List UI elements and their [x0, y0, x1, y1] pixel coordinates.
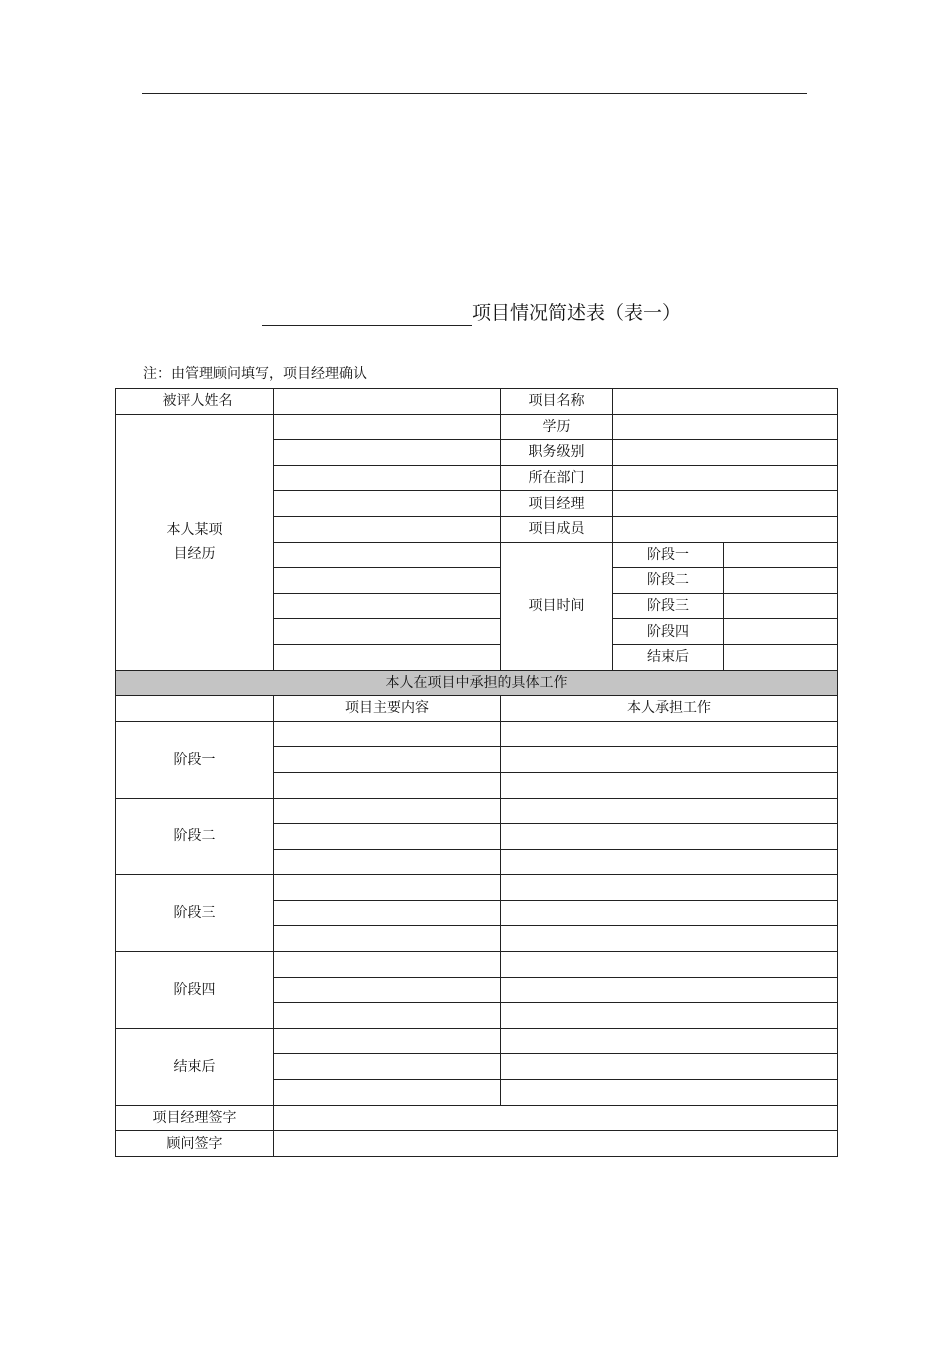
content-field[interactable] [274, 824, 501, 850]
work-phase-label: 阶段二 [116, 798, 274, 875]
history-field[interactable] [274, 516, 501, 542]
content-field[interactable] [274, 952, 501, 978]
work-field[interactable] [501, 926, 838, 952]
content-field[interactable] [274, 721, 501, 747]
work-field[interactable] [501, 875, 838, 901]
project-members-label: 项目成员 [501, 516, 613, 542]
work-phase-label: 阶段一 [116, 721, 274, 798]
work-field[interactable] [501, 900, 838, 926]
content-field[interactable] [274, 900, 501, 926]
work-field[interactable] [501, 1028, 838, 1054]
content-field[interactable] [274, 1080, 501, 1106]
self-history-label [116, 414, 274, 670]
work-column-header: 本人承担工作 [501, 696, 838, 722]
work-field[interactable] [501, 747, 838, 773]
work-field[interactable] [501, 1080, 838, 1106]
project-name-label: 项目名称 [501, 389, 613, 415]
education-label: 学历 [501, 414, 613, 440]
content-field[interactable] [274, 977, 501, 1003]
history-field[interactable] [274, 414, 501, 440]
time-phase-field[interactable] [724, 619, 838, 645]
work-phase-label: 阶段四 [116, 952, 274, 1029]
history-field[interactable] [274, 542, 501, 568]
work-field[interactable] [501, 952, 838, 978]
project-time-label: 项目时间 [501, 542, 613, 670]
history-field[interactable] [274, 440, 501, 466]
content-field[interactable] [274, 1054, 501, 1080]
content-field[interactable] [274, 798, 501, 824]
content-field[interactable] [274, 849, 501, 875]
time-phase-label: 阶段二 [613, 568, 724, 594]
work-phase-label: 结束后 [116, 1028, 274, 1105]
evaluatee-name-label: 被评人姓名 [116, 389, 274, 415]
content-field[interactable] [274, 1028, 501, 1054]
history-field[interactable] [274, 593, 501, 619]
form-note: 注：由管理顾问填写，项目经理确认 [143, 366, 367, 382]
evaluatee-name-field[interactable] [274, 389, 501, 415]
work-section-header: 本人在项目中承担的具体工作 [116, 670, 838, 696]
time-phase-field[interactable] [724, 593, 838, 619]
position-level-label: 职务级别 [501, 440, 613, 466]
content-field[interactable] [274, 926, 501, 952]
time-phase-field[interactable] [724, 644, 838, 670]
history-field[interactable] [274, 491, 501, 517]
page-title: 项目情况简述表（表一） [472, 302, 682, 324]
work-phase-label: 阶段三 [116, 875, 274, 952]
time-phase-field[interactable] [724, 542, 838, 568]
history-field[interactable] [274, 465, 501, 491]
title-blank-line[interactable] [262, 301, 472, 326]
title-block [262, 298, 681, 326]
manager-signature-field[interactable] [274, 1105, 838, 1131]
education-field[interactable] [613, 414, 838, 440]
work-field[interactable] [501, 1054, 838, 1080]
work-field[interactable] [501, 849, 838, 875]
work-field[interactable] [501, 824, 838, 850]
project-name-field[interactable] [613, 389, 838, 415]
content-field[interactable] [274, 772, 501, 798]
work-field[interactable] [501, 772, 838, 798]
consultant-signature-label: 顾问签字 [116, 1131, 274, 1157]
manager-signature-label: 项目经理签字 [116, 1105, 274, 1131]
time-phase-label: 阶段三 [613, 593, 724, 619]
project-summary-table [115, 388, 838, 1157]
work-field[interactable] [501, 1003, 838, 1029]
work-field[interactable] [501, 798, 838, 824]
consultant-signature-field[interactable] [274, 1131, 838, 1157]
history-field[interactable] [274, 568, 501, 594]
history-field[interactable] [274, 619, 501, 645]
work-field[interactable] [501, 977, 838, 1003]
position-level-field[interactable] [613, 440, 838, 466]
content-field[interactable] [274, 875, 501, 901]
header-rule [142, 93, 807, 94]
content-field[interactable] [274, 747, 501, 773]
project-manager-label: 项目经理 [501, 491, 613, 517]
time-phase-label: 阶段四 [613, 619, 724, 645]
time-phase-label: 结束后 [613, 644, 724, 670]
work-field[interactable] [501, 721, 838, 747]
self-history-text: 本人某项目经历 [166, 522, 223, 563]
history-field[interactable] [274, 644, 501, 670]
project-manager-field[interactable] [613, 491, 838, 517]
time-phase-label: 阶段一 [613, 542, 724, 568]
content-column-header: 项目主要内容 [274, 696, 501, 722]
content-field[interactable] [274, 1003, 501, 1029]
project-members-field[interactable] [613, 516, 838, 542]
department-label: 所在部门 [501, 465, 613, 491]
work-header-blank [116, 696, 274, 722]
department-field[interactable] [613, 465, 838, 491]
time-phase-field[interactable] [724, 568, 838, 594]
